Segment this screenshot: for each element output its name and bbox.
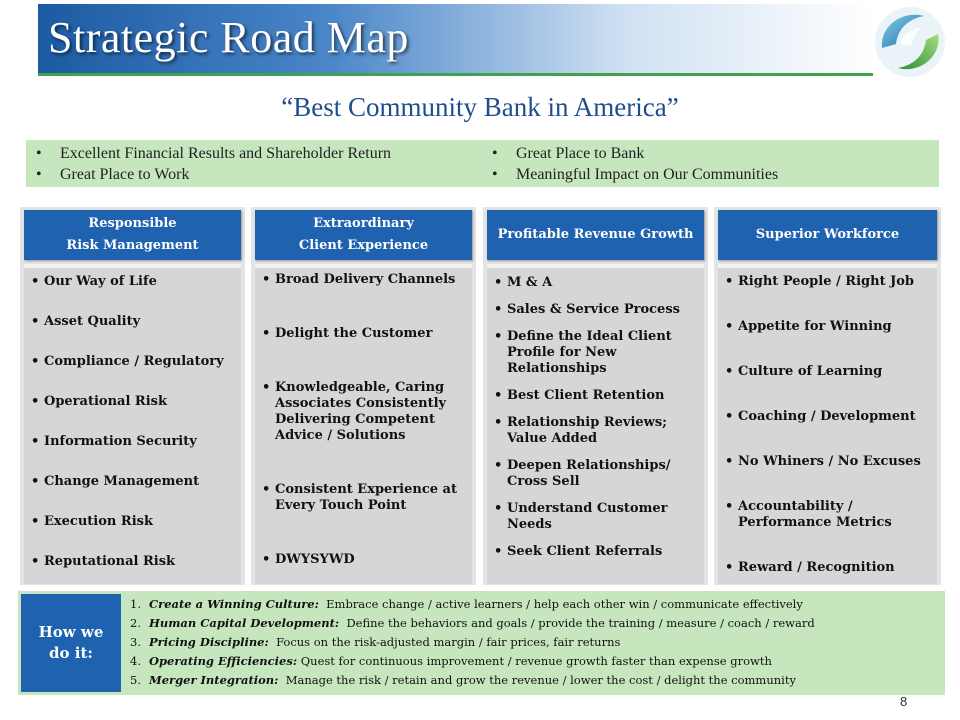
pillar-item: • DWYSYWD [255, 552, 464, 568]
how-item-text: Define the behaviors and goals / provide the training / measure / coach / reward [346, 616, 815, 630]
pillar-item: • Culture of Learning [718, 364, 927, 380]
pillar-item: • No Whiners / No Excuses [718, 454, 927, 470]
how-item-text: Focus on the risk-adjusted margin / fair prices, fair returns [276, 635, 621, 649]
pillar-item: • Broad Delivery Channels [255, 272, 464, 288]
how-label-line: How we [38, 623, 104, 641]
pillar-heading-line: Superior Workforce [755, 227, 900, 242]
goal-item: • Great Place to Bank [482, 143, 932, 164]
how-item-text: Manage the risk / retain and grow the revenue / lower the cost / delight the community [285, 673, 796, 687]
pillar-heading-line: Responsible [88, 216, 177, 231]
how-item-text: Quest for continuous improvement / revenue growth faster than expense growth [300, 654, 772, 668]
how-item [130, 652, 940, 671]
goals-right-list [482, 143, 932, 185]
how-item-term: Merger Integration: [149, 673, 279, 687]
how-item-term: Create a Winning Culture: [149, 597, 319, 611]
title-underline [38, 73, 873, 76]
pillar-item: • Deepen Relationships/ Cross Sell [487, 458, 694, 490]
vision-statement: “Best Community Bank in America” [281, 92, 679, 122]
how-item [130, 671, 940, 690]
goal-item: • Great Place to Work [26, 164, 486, 185]
how-item-text: Embrace change / active learners / help each other win / communicate effectively [326, 597, 803, 611]
pillar-item: • Accountability / Performance Metrics [718, 499, 927, 531]
pillar-item: • Appetite for Winning [718, 319, 927, 335]
how-item-term: Operating Efficiencies: [149, 654, 298, 668]
pillar-item: • Seek Client Referrals [487, 544, 694, 560]
how-item [130, 595, 940, 614]
how-item-number: 1. [130, 597, 141, 611]
goals-box [26, 140, 939, 187]
how-item-number: 5. [130, 673, 141, 687]
how-item-term: Pricing Discipline: [149, 635, 269, 649]
pillar-item: • M & A [487, 275, 694, 291]
pillar-heading-line: Client Experience [298, 238, 429, 253]
company-logo-icon [872, 4, 948, 80]
goal-item: • Meaningful Impact on Our Communities [482, 164, 932, 185]
pillar-heading [24, 210, 241, 260]
pillar-list [487, 264, 704, 584]
how-item-number: 3. [130, 635, 141, 649]
pillar-item: • Operational Risk [24, 394, 241, 410]
pillar-item: • Delight the Customer [255, 326, 464, 342]
goal-item: • Excellent Financial Results and Shareholder Return [26, 143, 486, 164]
pillar-heading-line: Extraordinary [313, 216, 414, 231]
how-item-term: Human Capital Development: [149, 616, 340, 630]
pillar-heading [255, 210, 472, 260]
how-we-do-it-label [21, 594, 121, 692]
page-title: Strategic Road Map [48, 13, 409, 62]
pillar-item: • Sales & Service Process [487, 302, 694, 318]
how-we-do-it-list [130, 595, 940, 690]
how-item [130, 633, 940, 652]
pillar-list [24, 264, 241, 584]
pillar-item: • Consistent Experience at Every Touch Point [255, 482, 464, 514]
pillar-item: • Coaching / Development [718, 409, 927, 425]
pillar-heading-line: Profitable Revenue Growth [497, 227, 694, 242]
pillar-item: • Reward / Recognition [718, 560, 927, 576]
goals-left-list [26, 143, 486, 185]
page-number: 8 [900, 694, 908, 709]
pillar-list [255, 264, 472, 584]
pillar-item: • Knowledgeable, Caring Associates Consistently Delivering Competent Advice / Solutions [255, 380, 464, 444]
pillar-item: • Execution Risk [24, 514, 241, 530]
how-item [130, 614, 940, 633]
pillar-list [718, 264, 937, 584]
pillar-heading-line: Risk Management [66, 238, 199, 253]
how-item-number: 2. [130, 616, 141, 630]
pillar-heading [718, 210, 937, 260]
pillar-heading [487, 210, 704, 260]
how-label-line: do it: [49, 644, 93, 662]
pillar-item: • Right People / Right Job [718, 274, 927, 290]
pillar-item: • Asset Quality [24, 314, 241, 330]
pillar-item: • Our Way of Life [24, 274, 241, 290]
how-item-number: 4. [130, 654, 141, 668]
pillar-item: • Compliance / Regulatory [24, 354, 241, 370]
pillar-item: • Relationship Reviews; Value Added [487, 415, 694, 447]
pillar-item: • Best Client Retention [487, 388, 694, 404]
pillar-item: • Reputational Risk [24, 554, 241, 570]
pillar-item: • Understand Customer Needs [487, 501, 694, 533]
pillar-item: • Change Management [24, 474, 241, 490]
pillar-item: • Information Security [24, 434, 241, 450]
pillar-item: • Define the Ideal Client Profile for New Relationships [487, 329, 694, 377]
